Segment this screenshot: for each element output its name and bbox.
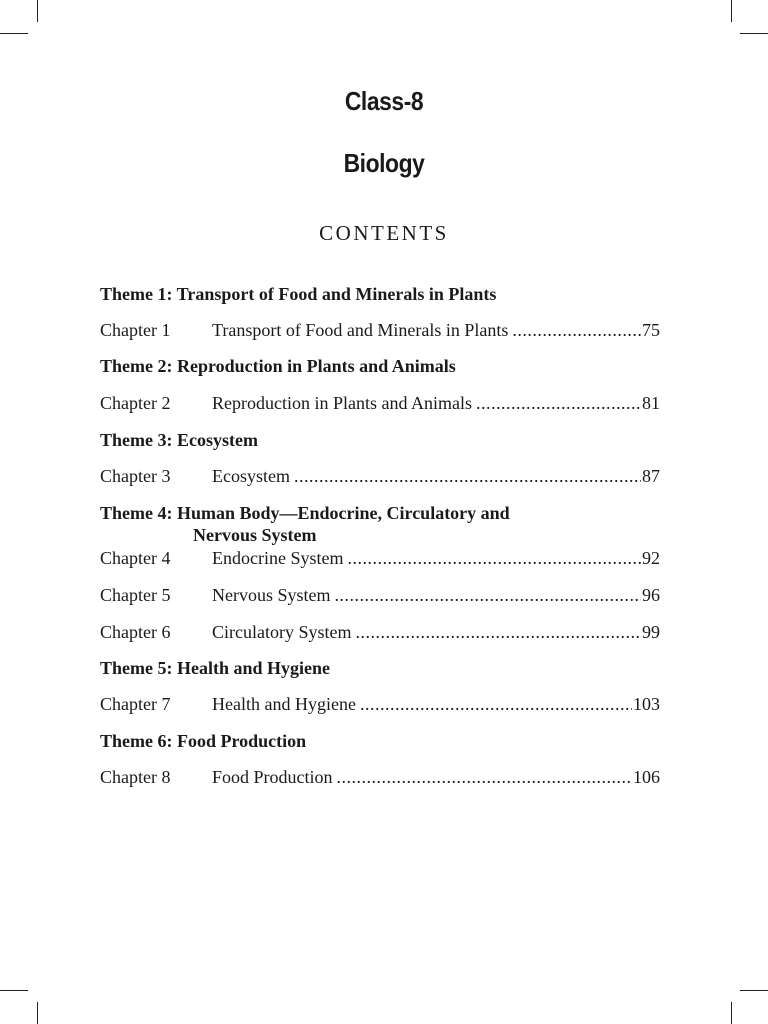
chapter-number: Chapter 5 — [100, 585, 171, 605]
page-number: 92 — [642, 548, 660, 568]
chapter-entry[interactable] — [100, 464, 660, 488]
chapter-title: Transport of Food and Minerals in Plants — [212, 320, 509, 340]
chapter-entry[interactable] — [100, 583, 660, 607]
page-number: 81 — [642, 393, 660, 413]
theme-heading — [100, 502, 660, 546]
crop-mark-bottom-left-vertical — [37, 1002, 38, 1024]
chapter-title: Reproduction in Plants and Animals — [212, 393, 472, 413]
chapter-number: Chapter 3 — [100, 466, 171, 486]
chapter-number: Chapter 7 — [100, 694, 171, 714]
page-number: 103 — [633, 694, 660, 714]
dot-leader — [347, 546, 641, 570]
crop-mark-bottom-right-vertical — [731, 1002, 732, 1024]
contents-heading: CONTENTS — [319, 221, 449, 245]
page-number: 106 — [633, 767, 660, 787]
theme-heading: Theme 3: Ecosystem — [100, 430, 258, 450]
dot-leader — [337, 765, 632, 789]
class-title: Class-8 — [344, 86, 424, 116]
chapter-entry[interactable] — [100, 318, 660, 342]
crop-mark-top-right-vertical — [731, 0, 732, 22]
chapter-title: Health and Hygiene — [212, 694, 356, 714]
theme-heading-line: Theme 4: Human Body—Endocrine, Circulatory and — [100, 503, 510, 523]
dot-leader — [355, 620, 641, 644]
chapter-number: Chapter 1 — [100, 320, 171, 340]
crop-mark-top-left-vertical — [37, 0, 38, 22]
chapter-entry[interactable] — [100, 692, 660, 716]
chapter-entry[interactable] — [100, 391, 660, 415]
chapter-title: Food Production — [212, 767, 333, 787]
chapter-number: Chapter 2 — [100, 393, 171, 413]
theme-heading: Theme 1: Transport of Food and Minerals in Plants — [100, 284, 497, 304]
dot-leader — [512, 318, 641, 342]
chapter-entry[interactable] — [100, 546, 660, 570]
theme-heading: Theme 6: Food Production — [100, 731, 307, 751]
chapter-title: Endocrine System — [212, 548, 344, 568]
theme-heading-continued: Nervous System — [193, 525, 317, 545]
page-number: 99 — [642, 622, 660, 642]
subject-title: Biology — [343, 148, 425, 178]
crop-mark-bottom-right-horizontal — [740, 990, 768, 991]
theme-heading: Theme 2: Reproduction in Plants and Animals — [100, 356, 456, 376]
chapter-title: Circulatory System — [212, 622, 352, 642]
chapter-number: Chapter 4 — [100, 548, 171, 568]
crop-mark-bottom-left-horizontal — [0, 990, 28, 991]
dot-leader — [335, 583, 642, 607]
page-number: 96 — [642, 585, 660, 605]
chapter-entry[interactable] — [100, 765, 660, 789]
dot-leader — [294, 464, 641, 488]
page-number: 75 — [642, 320, 660, 340]
dot-leader — [476, 391, 641, 415]
crop-mark-top-left-horizontal — [0, 33, 28, 34]
crop-mark-top-right-horizontal — [740, 33, 768, 34]
dot-leader — [360, 692, 632, 716]
chapter-number: Chapter 8 — [100, 767, 171, 787]
chapter-title: Ecosystem — [212, 466, 290, 486]
theme-heading: Theme 5: Health and Hygiene — [100, 658, 330, 678]
page-number: 87 — [642, 466, 660, 486]
chapter-number: Chapter 6 — [100, 622, 171, 642]
chapter-entry[interactable] — [100, 620, 660, 644]
chapter-title: Nervous System — [212, 585, 331, 605]
